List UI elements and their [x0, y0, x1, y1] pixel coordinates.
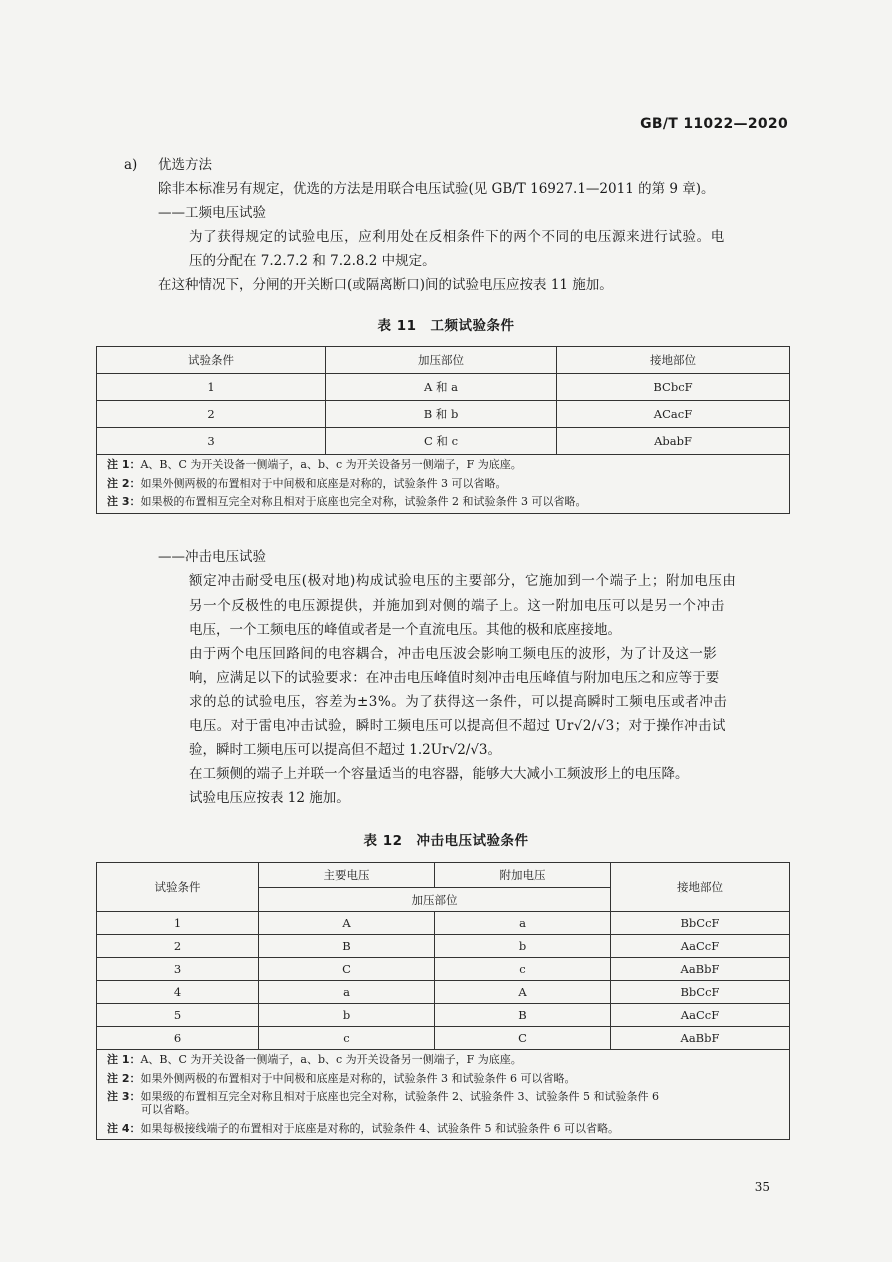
cell: a: [435, 912, 611, 935]
table-row: [97, 428, 790, 455]
power-frequency-heading: ——工频电压试验: [158, 205, 266, 221]
cell: c: [435, 958, 611, 981]
table-12: [96, 862, 790, 1140]
cell: A: [259, 912, 435, 935]
impulse-line-9: 在工频侧的端子上并联一个容量适当的电容器，能够大大减小工频波形上的电压降。: [189, 766, 689, 782]
table-row: [97, 1004, 790, 1027]
item-a-text: 除非本标准另有规定，优选的方法是用联合电压试验(见 GB/T 16927.1—2011 的第 9 章)。: [158, 181, 715, 197]
standard-number: GB/T 11022—2020: [640, 116, 788, 132]
impulse-line-3: 电压，一个工频电压的峰值或者是一个直流电压。其他的极和底座接地。: [189, 622, 621, 638]
table-row: [97, 912, 790, 935]
cell: b: [435, 935, 611, 958]
note: 注 1：A、B、C 为开关设备一侧端子，a、b、c 为开关设备另一侧端子，F 为底座。: [107, 458, 522, 471]
cell: 3: [97, 958, 259, 981]
header-applied-part: 加压部位: [326, 347, 557, 374]
cell: B: [435, 1004, 611, 1027]
table-11: [96, 346, 790, 514]
cell: AaBbF: [611, 958, 790, 981]
note: 注 2：如果外侧两极的布置相对于中间极和底座是对称的，试验条件 3 和试验条件 6 可以省略。: [107, 1071, 576, 1085]
cell: B 和 b: [326, 401, 557, 428]
impulse-line-10: 试验电压应按表 12 施加。: [189, 790, 350, 806]
note: 注 1：A、B、C 为开关设备一侧端子，a、b、c 为开关设备另一侧端子，F 为底座。: [107, 1053, 522, 1066]
impulse-line-4: 由于两个电压回路间的电容耦合，冲击电压波会影响工频电压的波形，为了计及这一影: [189, 646, 718, 662]
table-row: [97, 374, 790, 401]
impulse-line-2: 另一个反极性的电压源提供，并施加到对侧的端子上。这一附加电压可以是另一个冲击: [189, 598, 725, 614]
impulse-line-5: 响，应满足以下的试验要求：在冲击电压峰值时刻冲击电压峰值与附加电压之和应等于要: [189, 670, 720, 686]
table-row: [97, 981, 790, 1004]
cell: AaCcF: [611, 1004, 790, 1027]
cell: B: [259, 935, 435, 958]
table-notes-row: [97, 1050, 790, 1140]
note: 注 3：如果极的布置相互完全对称且相对于底座也完全对称，试验条件 2 和试验条件 3 可以省略。: [107, 495, 587, 509]
table-row: [97, 1027, 790, 1050]
cell: 2: [97, 401, 326, 428]
note-continuation: 可以省略。: [141, 1102, 196, 1116]
table-header-row: [97, 863, 790, 888]
cell: BbCcF: [611, 912, 790, 935]
page-number: 35: [754, 1180, 770, 1194]
impulse-line-7: 电压。对于雷电冲击试验，瞬时工频电压可以提高但不超过 Ur√2/√3；对于操作冲击试: [189, 718, 726, 734]
header-main-voltage: 主要电压: [259, 863, 435, 888]
cell: 3: [97, 428, 326, 455]
header-test-condition: 试验条件: [97, 863, 259, 912]
table-11-caption: 表 11 工频试验条件: [377, 318, 515, 334]
table-notes: [97, 1050, 790, 1140]
table-notes: [97, 455, 790, 514]
cell: A: [435, 981, 611, 1004]
table-row: [97, 958, 790, 981]
header-ground-part: 接地部位: [611, 863, 790, 912]
table-12-caption: 表 12 冲击电压试验条件: [363, 833, 529, 849]
cell: A 和 a: [326, 374, 557, 401]
power-frequency-text-2: 压的分配在 7.2.7.2 和 7.2.8.2 中规定。: [189, 253, 436, 269]
cell: AbabF: [557, 428, 790, 455]
item-a-label: a): [124, 157, 138, 173]
cell: C: [259, 958, 435, 981]
power-frequency-text-1: 为了获得规定的试验电压，应利用处在反相条件下的两个不同的电压源来进行试验。电: [189, 229, 725, 245]
note: 注 3：如果级的布置相互完全对称且相对于底座也完全对称，试验条件 2、试验条件 3、试验条件 5 和试验条件 6 可以省略。: [107, 1091, 781, 1116]
header-additional-voltage: 附加电压: [435, 863, 611, 888]
impulse-line-6: 求的总的试验电压，容差为±3%。为了获得这一条件，可以提高瞬时工频电压或者冲击: [189, 694, 728, 710]
impulse-line-8: 验，瞬时工频电压可以提高但不超过 1.2Ur√2/√3。: [189, 742, 502, 758]
table-row: [97, 401, 790, 428]
cell: AaBbF: [611, 1027, 790, 1050]
cell: AaCcF: [611, 935, 790, 958]
cell: b: [259, 1004, 435, 1027]
note: 注 4：如果每极接线端子的布置相对于底座是对称的，试验条件 4、试验条件 5 和试验条件 6 可以省略。: [107, 1121, 619, 1135]
header-test-condition: 试验条件: [97, 347, 326, 374]
note: 注 2：如果外侧两极的布置相对于中间极和底座是对称的，试验条件 3 可以省略。: [107, 476, 507, 490]
cell: 2: [97, 935, 259, 958]
cell: C: [435, 1027, 611, 1050]
impulse-heading: ——冲击电压试验: [158, 549, 266, 565]
cell: a: [259, 981, 435, 1004]
impulse-line-1: 额定冲击耐受电压(极对地)构成试验电压的主要部分，它施加到一个端子上；附加电压由: [189, 573, 737, 589]
cell: BCbcF: [557, 374, 790, 401]
cell: BbCcF: [611, 981, 790, 1004]
cell: 1: [97, 912, 259, 935]
table-header-row: [97, 347, 790, 374]
cell: 4: [97, 981, 259, 1004]
cell: 1: [97, 374, 326, 401]
cell: c: [259, 1027, 435, 1050]
header-applied-part: 加压部位: [259, 888, 611, 912]
cell: ACacF: [557, 401, 790, 428]
cell: 6: [97, 1027, 259, 1050]
power-frequency-text-3: 在这种情况下，分闸的开关断口(或隔离断口)间的试验电压应按表 11 施加。: [158, 277, 613, 293]
cell: C 和 c: [326, 428, 557, 455]
cell: 5: [97, 1004, 259, 1027]
table-row: [97, 935, 790, 958]
header-ground-part: 接地部位: [557, 347, 790, 374]
table-notes-row: [97, 455, 790, 514]
item-a-title: 优选方法: [158, 157, 212, 173]
